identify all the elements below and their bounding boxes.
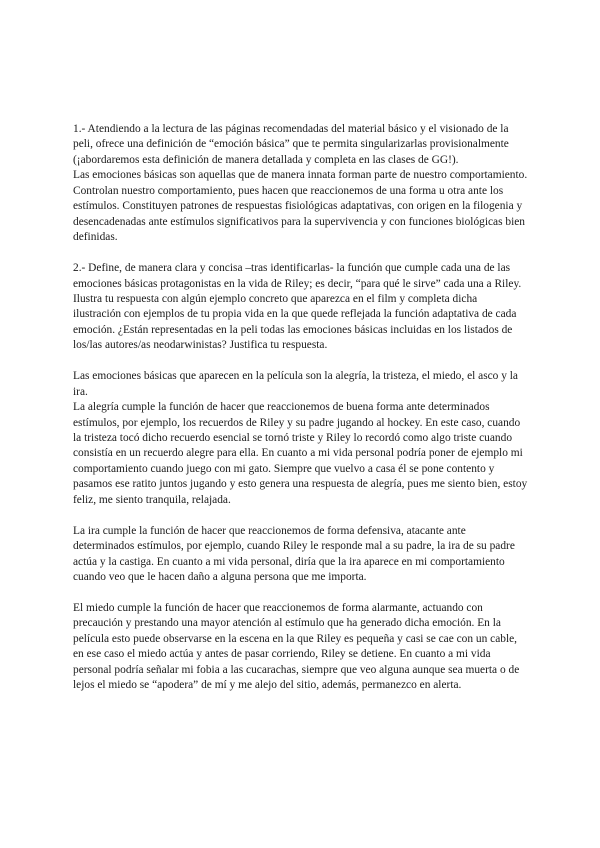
answer-2-ira-block bbox=[73, 524, 528, 586]
question-2-text: 2.- Define, de manera clara y concisa –tras identificarlas- la función que cumple cada una de las emociones básicas protagonistas en la vida de Riley; es decir, “para qué le sirve” cada una a Riley. Ilustra tu respuesta con algún ejemplo concreto que aparezca en el film y completa dicha ilustración con ejemplos de tu propia vida en la que quede reflejada la función adaptativa de cada emoción. ¿Están representadas en la peli todas las emociones básicas incluidas en los listados de los/las autores/as neodarwinistas? Justifica tu respuesta. bbox=[73, 262, 522, 352]
document-page bbox=[73, 122, 528, 709]
answer-2-miedo: El miedo cumple la función de hacer que reaccionemos de forma alarmante, actuando con precaución y prestando una mayor atención al estímulo que ha generado dicha emoción. En la película esto puede observarse en la escena en la que Riley es pequeña y casi se cae con un cable, en ese caso el miedo actúa y antes de pasar corriendo, Riley se detiene. En cuanto a mi vida personal podría señalar mi fobia a las cucarachas, siempre que veo alguna aunque sea muerta o de lejos el miedo se “apodera” de mí y me alejo del sitio, además, permanezco en alerta. bbox=[73, 601, 520, 692]
question-1-text: 1.- Atendiendo a la lectura de las páginas recomendadas del material básico y el visionado de la peli, ofrece una definición de “emoción básica” que te permita singularizarlas provisionalmente (¡abordaremos esta definición de manera detallada y completa en las clases de GG!). bbox=[73, 123, 509, 166]
answer-2-ira: La ira cumple la función de hacer que reaccionemos de forma defensiva, atacante ante determinados estímulos, por ejemplo, cuando Riley le responde mal a su padre, la ira de su padre actúa y la castiga. En cuanto a mi vida personal, diría que la ira aparece en mi comportamiento cuando veo que le hacen daño a alguna persona que me importa. bbox=[73, 524, 515, 584]
answer-2-alegria: La alegría cumple la función de hacer que reaccionemos de buena forma ante determinados estímulos, por ejemplo, los recuerdos de Riley y su padre jugando al hockey. En este caso, cuando la tristeza tocó dicho recuerdo esencial se tornó triste y Riley lo recordó como algo triste cuando consistía en un recuerdo alegre para ella. En cuanto a mi vida personal podría poner de ejemplo mi comportamiento cuando juego con mi gato. Siempre que vuelvo a casa él se pone contento y pasamos ese ratito juntos jugando y esto genera una respuesta de alegría, pues me siento bien, estoy feliz, me siento tranquila, relajada. bbox=[73, 401, 528, 506]
question-1-block bbox=[73, 122, 528, 246]
answer-2-miedo-block bbox=[73, 601, 528, 694]
answer-1-text: Las emociones básicas son aquellas que de manera innata forman parte de nuestro comportamiento. Controlan nuestro comportamiento, pues hacen que reaccionemos de una forma u otra ante los estímulos. Constituyen patrones de respuestas fisiológicas adaptativas, con origen en la filogenia y desencadenadas ante estímulos significativos para la supervivencia y con funciones biológicas bien definidas. bbox=[73, 169, 528, 244]
question-2-block bbox=[73, 261, 528, 354]
answer-2-intro: Las emociones básicas que aparecen en la película son la alegría, la tristeza, el miedo, el asco y la ira. bbox=[73, 370, 518, 398]
answer-2-alegria-block bbox=[73, 369, 528, 508]
